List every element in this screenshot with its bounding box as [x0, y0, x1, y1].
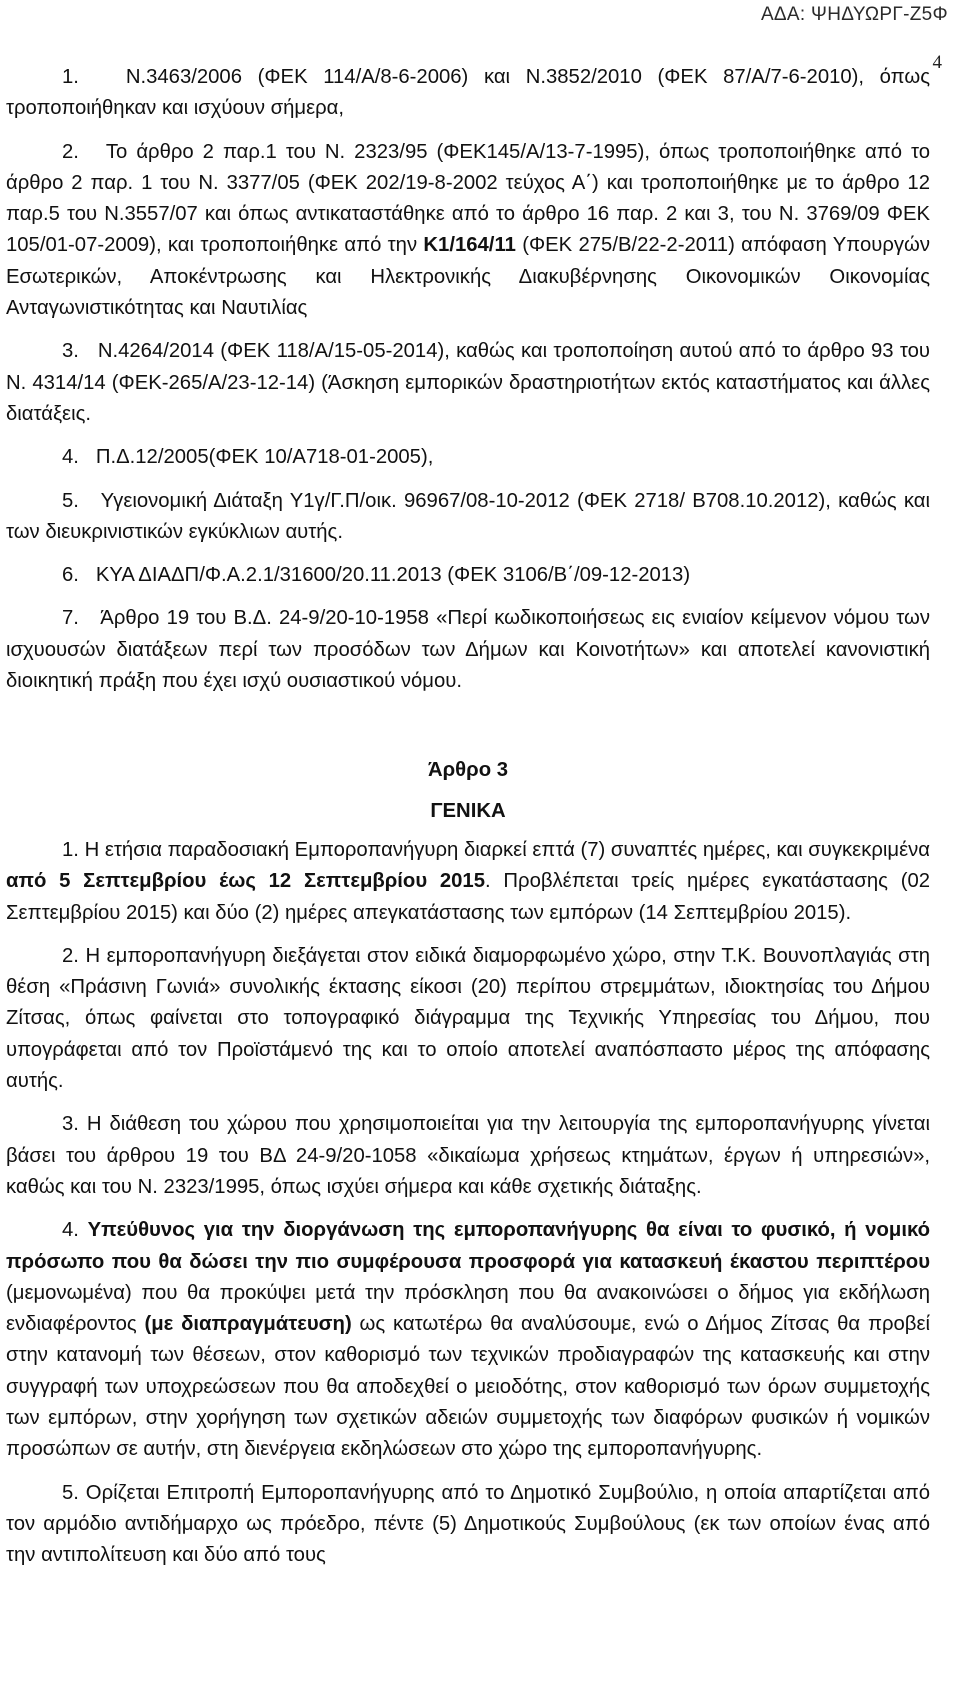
list-item-6: 6. ΚΥΑ ΔΙΑΔΠ/Φ.Α.2.1/31600/20.11.2013 (ΦΕΚ 3106/Β΄/09-12-2013) — [62, 564, 691, 587]
paragraph-4 — [6, 1215, 930, 1465]
article-subtitle: ΓΕΝΙΚΑ — [430, 799, 506, 822]
paragraph-2: 2. Η εμποροπανήγυρη διεξάγεται στον ειδικά διαμορφωμένο χώρο, στην Τ.Κ. Βουνοπλαγιάς στη θέση «Πράσινη Γωνιά» συνολικής έκτασης είκοσι (20) περίπου στρεμμάτων, ιδιοκτησίας του Δήμου Ζίτσας, όπως φαίνεται στο τοπογραφικό διάγραμμα της Τεχνικής Υπηρεσίας του Δήμου, που υπογράφεται από τον Προϊστάμενό της και το οποίο αποτελεί αναπόσπαστο μέρος της απόφασης αυτής. — [6, 944, 930, 1093]
list-item-1: 1. Ν.3463/2006 (ΦΕΚ 114/Α/8-6-2006) και Ν.3852/2010 (ΦΕΚ 87/Α/7-6-2010), όπως τροποποιήθηκαν και ισχύουν σήμερα, — [6, 66, 930, 120]
list-item-7: 7. Άρθρο 19 του Β.Δ. 24-9/20-10-1958 «Περί κωδικοποιήσεως εις ενιαίον κείμενον νόμου των ισχυουσών διατάξεων περί των προσόδων των Δήμων και Κοινοτήτων» και αποτελεί κανονιστική διοικητική πράξη που έχει ισχύ ουσιαστικού νόμου. — [6, 607, 930, 693]
paragraph-4-bold-2: (με διαπραγμάτευση) — [144, 1313, 352, 1336]
paragraph-1-text-a: 1. Η ετήσια παραδοσιακή Εμποροπανήγυρη διαρκεί επτά (7) συναπτές ημέρες, και συγκεκριμένα — [62, 838, 930, 861]
list-item-2-text-a: 2. Το άρθρο 2 παρ.1 του Ν. 2323/95 (ΦΕΚ145/Α/13-7-1995), όπως τροποποιήθηκε από το άρθρο 2 παρ. 1 του Ν. 3377/05 (ΦΕΚ 202/19-8-2002 τεύχος Α΄) και τροποποιήθηκε με το άρθρο 12 παρ.5 του Ν.3557/07 και όπως αντικαταστάθηκε από το άρθρο 16 παρ. 2 και 3, του Ν. 3769/09 ΦΕΚ 105/01-07-2009), και τροποποιήθηκε από την — [6, 140, 930, 257]
document-body — [6, 62, 930, 1571]
paragraph-4-number: 4. — [62, 1219, 88, 1242]
paragraph-4-text-2: ως κατωτέρω θα αναλύσουμε, ενώ ο Δήμος Ζίτσας θα προβεί στην κατανομή των θέσεων, στον καθορισμό των τεχνικών προδιαγραφών της κατασκευής και στην συγγραφή των υποχρεώσεων που θα αποδεχθεί ο μειοδότης, στον καθορισμό των όρων συμμετοχής των εμπόρων, στην χορήγηση των σχετικών αδειών συμμετοχής των διαφόρων φυσικών ή νομικών προσώπων σε αυτήν, στη διενέργεια εκδηλώσεων στο χώρο της εμποροπανήγυρης. — [6, 1313, 930, 1461]
list-item-2 — [6, 137, 930, 325]
list-item-3: 3. Ν.4264/2014 (ΦΕΚ 118/Α/15-05-2014), καθώς και τροποποίηση αυτού από το άρθρο 93 του Ν. 4314/14 (ΦΕΚ-265/Α/23-12-14) (Άσκηση εμπορικών δραστηριοτήτων εκτός καταστήματος και άλλες διατάξεις. — [6, 340, 930, 425]
list-item-2-decision-ref: Κ1/164/11 — [423, 234, 516, 257]
list-item-5: 5. Υγειονομική Διάταξη Υ1γ/Γ.Π/οικ. 96967/08-10-2012 (ΦΕΚ 2718/ Β708.10.2012), καθώς και των διευκρινιστικών εγκύκλιων αυτής. — [6, 489, 930, 543]
paragraph-4-text-1: (μεμονωμένα) που θα προκύψει μετά την πρόσκληση που θα ανακοινώσει ο δήμος για εκδήλωση ενδιαφέροντος — [6, 1281, 930, 1336]
list-item-4: 4. Π.Δ.12/2005(ΦΕΚ 10/Α718-01-2005), — [62, 446, 434, 469]
ada-code: ΑΔΑ: ΨΗΔΥΩΡΓ-Ζ5Φ — [760, 4, 948, 25]
paragraph-1 — [6, 835, 930, 929]
page-number: 4 — [932, 52, 942, 73]
paragraph-1-dates: από 5 Σεπτεμβρίου έως 12 Σεπτεμβρίου 2015 — [6, 870, 485, 893]
list-item-2-text-c: (ΦΕΚ 275/Β/22-2-2011) απόφαση Υπουργών Εσωτερικών, Αποκέντρωσης και Ηλεκτρονικής Διακυβέρνησης Οικονομικών Οικονομίας Ανταγωνιστικότητας και Ναυτιλίας — [6, 234, 930, 320]
paragraph-4-bold-1: Υπεύθυνος για την διοργάνωση της εμποροπανήγυρης θα είναι το φυσικό, ή νομικό πρόσωπο που θα δώσει την πιο συμφέρουσα προσφορά για κατασκευή έκαστου περιπτέρου — [6, 1219, 930, 1273]
paragraph-3: 3. Η διάθεση του χώρου που χρησιμοποιείται για την λειτουργία της εμποροπανήγυρης γίνεται βάσει του άρθρου 19 του ΒΔ 24-9/20-1058 «δικαίωμα χρήσεως κτημάτων, έργων ή υπηρεσιών», καθώς και του Ν. 2323/1995, όπως ισχύει σήμερα και κάθε σχετικής διάταξης. — [6, 1113, 930, 1198]
paragraph-1-text-c: . Προβλέπεται τρείς ημέρες εγκατάστασης (02 Σεπτεμβρίου 2015) και δύο (2) ημέρες απεγκατάστασης των εμπόρων (14 Σεπτεμβρίου 2015). — [6, 870, 931, 924]
paragraph-5: 5. Ορίζεται Επιτροπή Εμποροπανήγυρης από το Δημοτικό Συμβούλιο, η οποία απαρτίζεται από τον αρμόδιο αντιδήμαρχο ως πρόεδρο, πέντε (5) Δημοτικούς Συμβούλους (εκ των οποίων ένας από την αντιπολίτευση και δύο από τους — [6, 1481, 930, 1567]
article-title: Άρθρο 3 — [427, 759, 508, 782]
